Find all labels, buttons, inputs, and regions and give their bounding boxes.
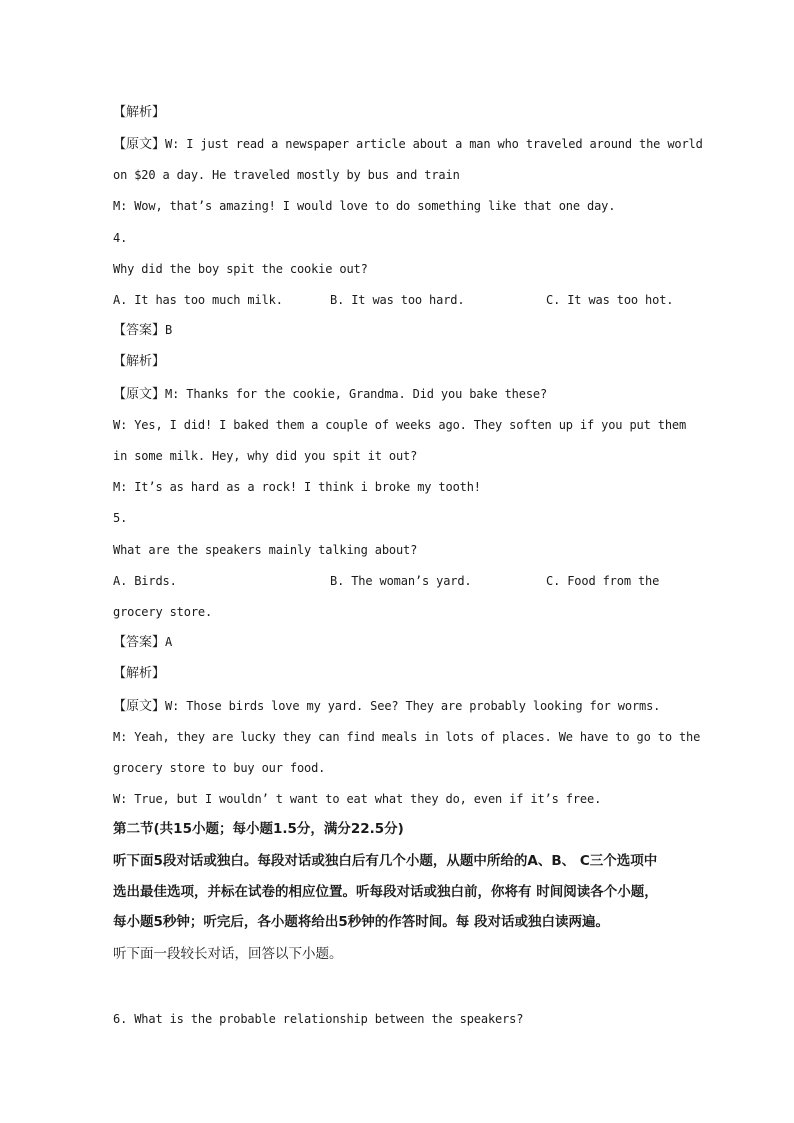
q3-analysis-tag: 【解析】 [113, 105, 166, 120]
q4-number: 4. [113, 231, 128, 245]
q4-analysis-tag: 【解析】 [113, 354, 166, 369]
q5-transcript-tag: 【原文】 [113, 699, 166, 714]
section2-heading: 第二节(共15小题；每小题1.5分，满分22.5分) [113, 821, 404, 837]
q5-answer [113, 634, 172, 651]
section2-instruction-line-2: 选出最佳选项，并标在试卷的相应位置。听每段对话或独白前，你将有 时间阅读各个小题， [113, 884, 658, 900]
q5-transcript-line-4: W: True, but I wouldn’ t want to eat what they do, even if it’s free. [113, 792, 602, 806]
q4-answer-value: B [165, 323, 173, 337]
q5-option-c-cont: grocery store. [113, 605, 213, 619]
q5-answer-tag: 【答案】 [113, 635, 166, 650]
q4-transcript-line-4: M: It’s as hard as a rock! I think i broke my tooth! [113, 480, 481, 494]
q4-option-a: A. It has too much milk. [113, 293, 283, 307]
q4-answer-tag: 【答案】 [113, 323, 166, 338]
q5-option-b: B. The woman’s yard. [330, 574, 472, 588]
q3-transcript-line-1: 【原文】W: I just read a newspaper article about a man who traveled around the world [113, 137, 703, 152]
q5-transcript-line-2: M: Yeah, they are lucky they can find meals in lots of places. We have to go to the [113, 730, 701, 744]
q4-transcript-line-3: in some milk. Hey, why did you spit it out? [113, 449, 418, 463]
section2-subinstruction: 听下面一段较长对话，回答以下小题。 [113, 946, 343, 962]
q3-transcript-line-3: M: Wow, that’s amazing! I would love to do something like that one day. [113, 199, 616, 213]
section2-instruction-line-3: 每小题5秒钟；听完后，各小题将给出5秒钟的作答时间。每 段对话或独白读两遍。 [113, 914, 609, 930]
q4-answer [113, 322, 172, 339]
q4-transcript-line-1: 【原文】M: Thanks for the cookie, Grandma. Did you bake these? [113, 387, 548, 402]
q5-transcript-line-3: grocery store to buy our food. [113, 761, 326, 775]
section2-instruction-line-1: 听下面5段对话或独白。每段对话或独白后有几个小题，从题中所给的A、B、 C三个选项中 [113, 853, 658, 869]
q5-question: What are the speakers mainly talking about? [113, 543, 418, 557]
q5-option-a: A. Birds. [113, 574, 177, 588]
q3-transcript-tag: 【原文】 [113, 137, 166, 152]
q5-transcript-line-1: 【原文】W: Those birds love my yard. See? They are probably looking for worms. [113, 699, 661, 714]
q5-analysis-tag: 【解析】 [113, 666, 166, 681]
q6-question: 6. What is the probable relationship between the speakers? [113, 1012, 524, 1026]
q4-option-c: C. It was too hot. [546, 293, 674, 307]
q3-transcript-line-2: on $20 a day. He traveled mostly by bus and train [113, 168, 460, 182]
q4-transcript-line-2: W: Yes, I did! I baked them a couple of weeks ago. They soften up if you put them [113, 418, 687, 432]
q5-answer-value: A [165, 635, 173, 649]
q4-transcript-tag: 【原文】 [113, 387, 166, 402]
q4-question: Why did the boy spit the cookie out? [113, 262, 368, 276]
q5-number: 5. [113, 511, 128, 525]
q4-option-b: B. It was too hard. [330, 293, 465, 307]
q5-option-c: C. Food from the [546, 574, 660, 588]
